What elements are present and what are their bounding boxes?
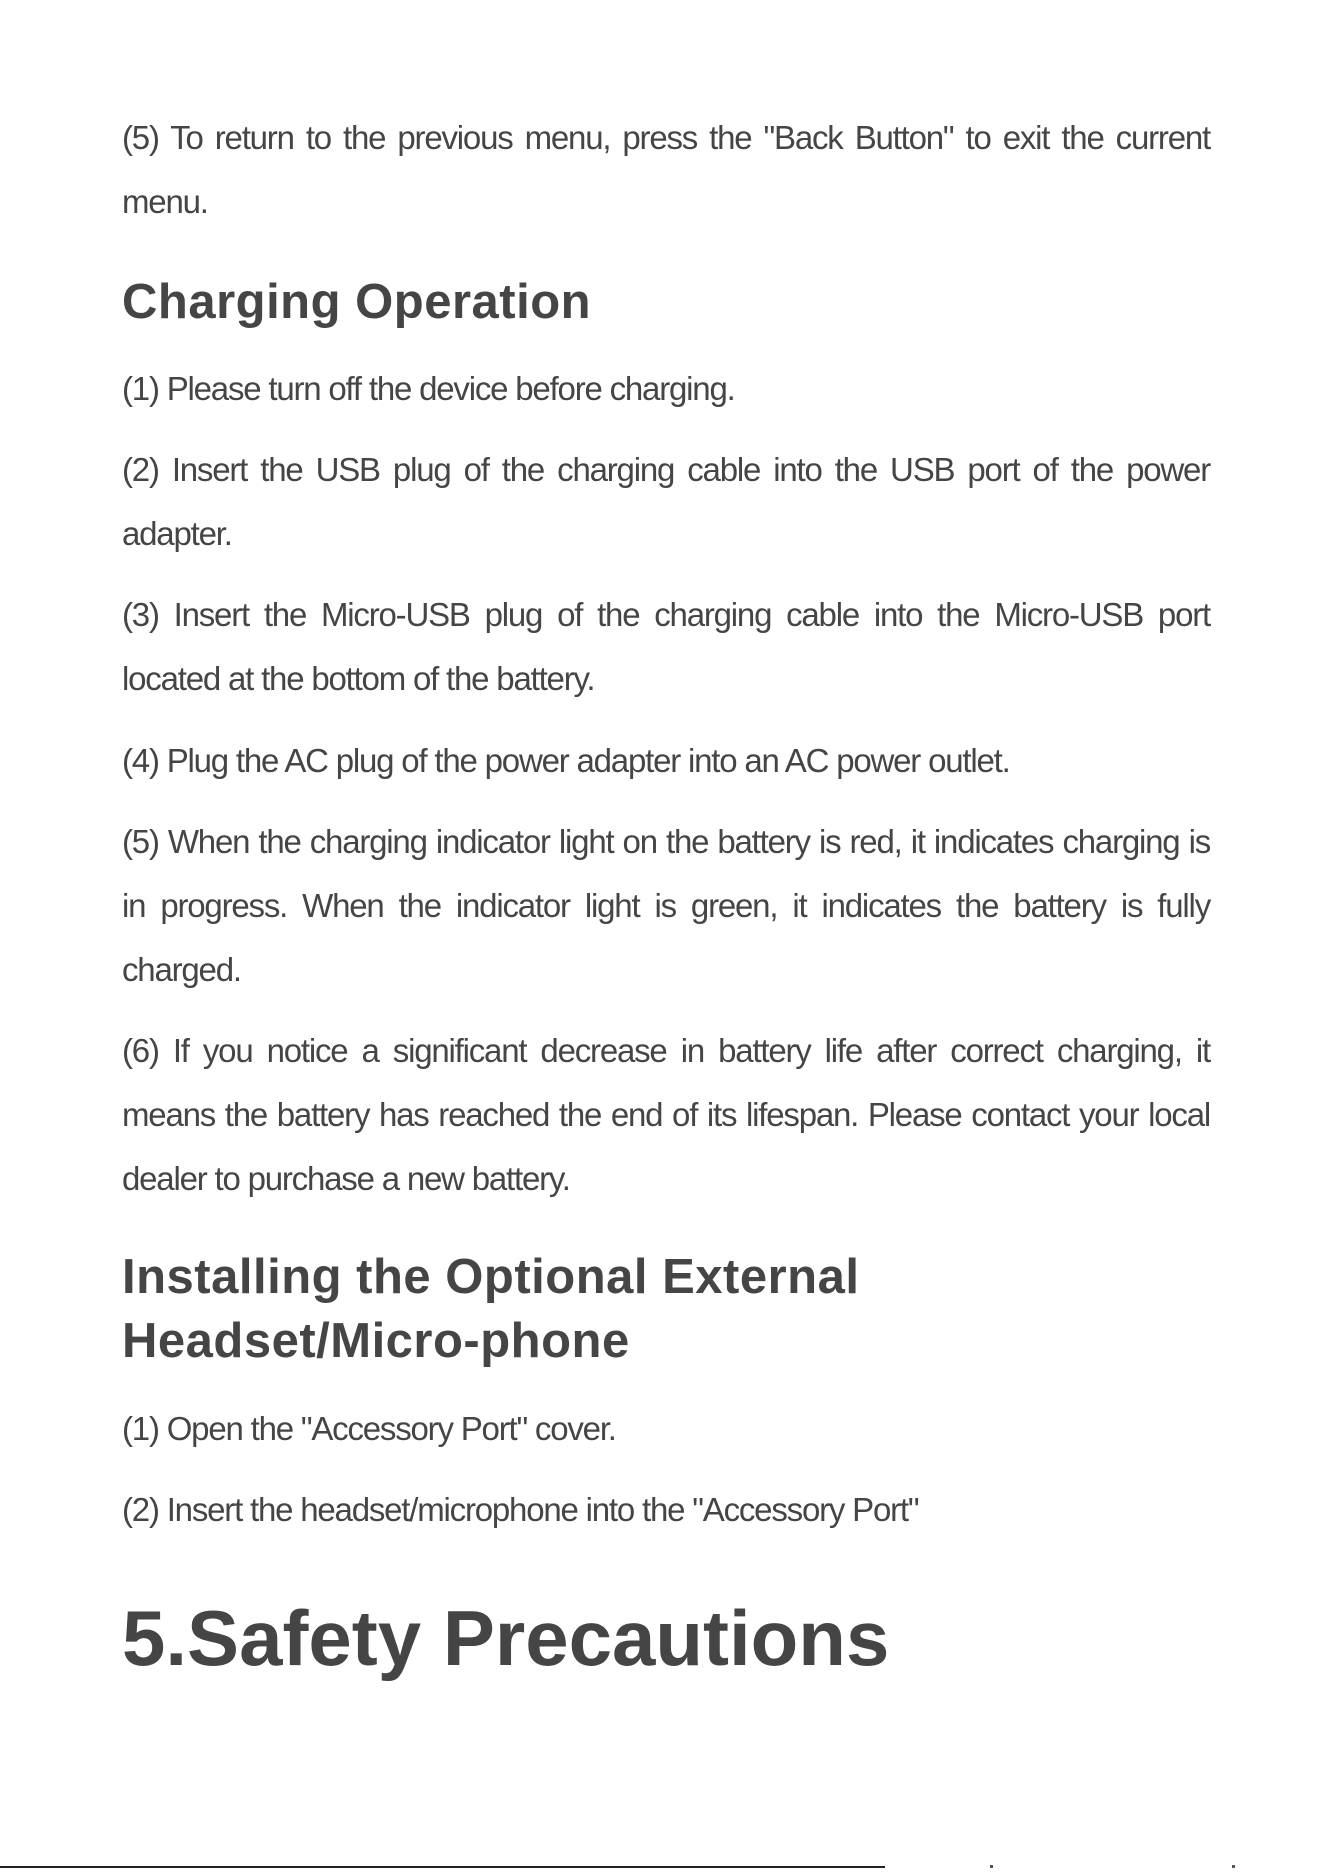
page-bottom-mark xyxy=(1232,1865,1235,1868)
charging-step-4-paragraph: (4) Plug the AC plug of the power adapter into an AC power outlet. xyxy=(122,742,1010,779)
charging-step-3-paragraph: (3) Insert the Micro-USB plug of the charging cable into the Micro-USB port located at the bottom of the battery. xyxy=(122,596,1210,697)
installing-headset-heading: Installing the Optional External Headset/Micro-phone xyxy=(122,1250,860,1368)
headset-step-2-paragraph: (2) Insert the headset/microphone into the "Accessory Port" xyxy=(122,1491,919,1528)
charging-step-2-paragraph: (2) Insert the USB plug of the charging cable into the USB port of the power adapter. xyxy=(122,451,1210,552)
headset-step-1-paragraph: (1) Open the "Accessory Port" cover. xyxy=(122,1410,616,1447)
page-bottom-mark xyxy=(990,1865,993,1868)
charging-step-6-paragraph: (6) If you notice a significant decrease in battery life after correct charging, it means the battery has reached the end of its lifespan. Please contact your local dealer to purchase a new battery. xyxy=(122,1032,1210,1197)
charging-operation-heading: Charging Operation xyxy=(122,275,592,329)
menu-step-5-paragraph: (5) To return to the previous menu, press the "Back Button" to exit the current menu. xyxy=(122,119,1210,220)
page-bottom-rule xyxy=(0,1866,885,1868)
charging-step-1-paragraph: (1) Please turn off the device before charging. xyxy=(122,370,735,407)
charging-step-5-paragraph: (5) When the charging indicator light on the battery is red, it indicates charging is in progress. When the indicator light is green, it indicates the battery is fully charged. xyxy=(122,823,1210,988)
safety-precautions-heading: 5.Safety Precautions xyxy=(122,1594,890,1682)
